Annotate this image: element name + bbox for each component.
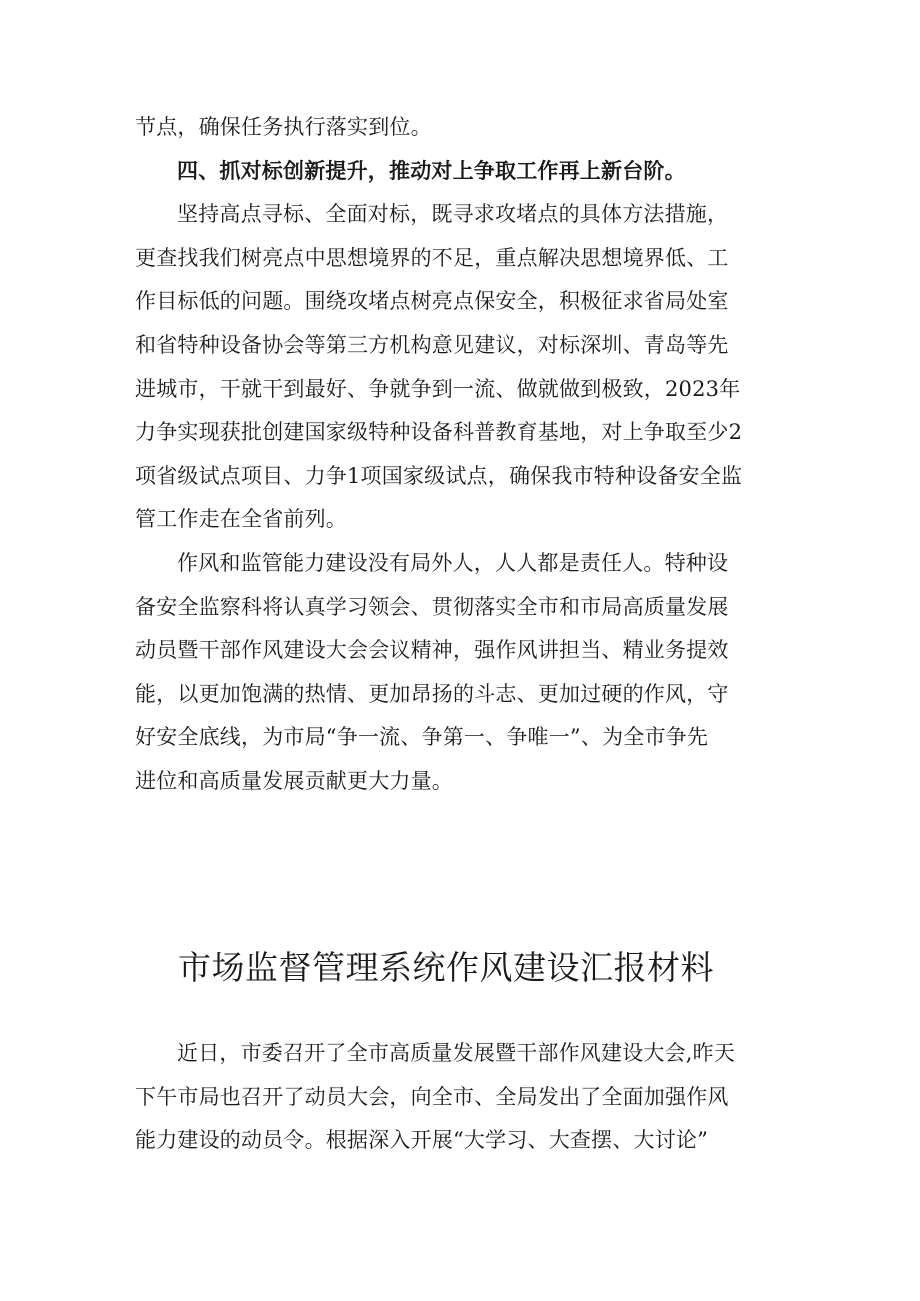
paragraph-3-line: 近日，市委召开了全市高质量发展暨干部作风建设大会,昨天 (177, 1041, 736, 1065)
paragraph-2-line: 好安全底线，为市局“争一流、争第一、争唯一”、为全市争先 (135, 725, 709, 750)
intro-fragment: 节点，确保任务执行落实到位。 (135, 115, 432, 139)
bottom-text-block (135, 1032, 795, 1163)
paragraph-2-line: 动员暨干部作风建设大会会议精神，强作风讲担当、精业务提效 (135, 638, 729, 663)
section-heading: 四、抓对标创新提升，推动对上争取工作再上新台阶。 (177, 158, 686, 183)
paragraph-3-line: 下午市局也召开了动员大会，向全市、全局发出了全面加强作风 (135, 1084, 729, 1109)
paragraph-3-line: 能力建设的动员令。根据深入开展“大学习、大查摆、大讨论” (135, 1128, 709, 1153)
paragraph-1-line: 更查找我们树亮点中思想境界的不足，重点解决思想境界低、工 (135, 245, 729, 270)
paragraph-2-line: 作风和监管能力建设没有局外人，人人都是责任人。特种设 (177, 550, 729, 575)
paragraph-2-line: 能，以更加饱满的热情、更加昂扬的斗志、更加过硬的作风，守 (135, 681, 729, 706)
paragraph-1-line: 力争实现获批创建国家级特种设备科普教育基地，对上争取至少2 (135, 420, 743, 445)
document-title: 市场监督管理系统作风建设汇报材料 (178, 948, 714, 987)
paragraph-1-line: 项省级试点项目、力争1项国家级试点，确保我市特种设备安全监 (135, 463, 743, 488)
paragraph-2-line: 进位和高质量发展贡献更大力量。 (135, 768, 453, 793)
top-text-block (135, 106, 795, 804)
paragraph-2-line: 备安全监察科将认真学习领会、贯彻落实全市和市局高质量发展 (135, 594, 729, 619)
paragraph-1-line: 管工作走在全省前列。 (135, 507, 347, 532)
paragraph-1-line: 坚持高点寻标、全面对标，既寻求攻堵点的具体方法措施， (177, 202, 729, 227)
paragraph-1-line: 和省特种设备协会等第三方机构意见建议，对标深圳、青岛等先 (135, 332, 729, 357)
paragraph-1-line: 作目标低的问题。围绕攻堵点树亮点保安全，积极征求省局处室 (135, 289, 729, 314)
paragraph-1-line: 进城市，干就干到最好、争就争到一流、做就做到极致，2023年 (135, 376, 741, 401)
